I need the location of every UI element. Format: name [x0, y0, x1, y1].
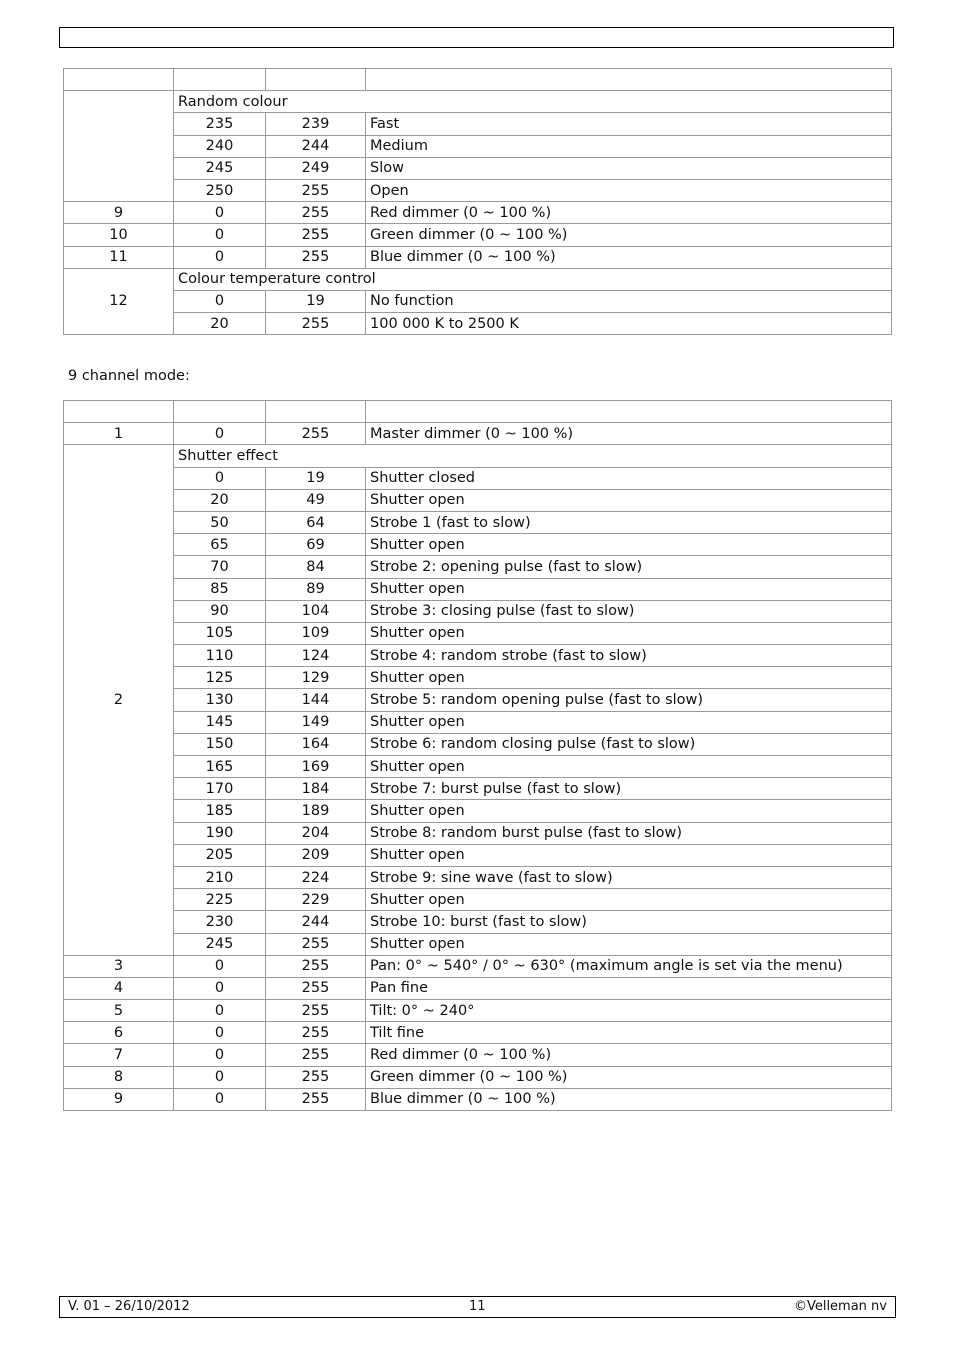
to-cell: 244	[266, 135, 366, 157]
desc-cell: No function	[366, 290, 892, 312]
from-cell: 150	[174, 733, 266, 755]
desc-cell: Shutter open	[366, 489, 892, 511]
to-cell: 255	[266, 202, 366, 224]
from-cell: 0	[174, 224, 266, 246]
header-cell	[266, 69, 366, 91]
to-cell: 189	[266, 800, 366, 822]
from-cell: 0	[174, 467, 266, 489]
from-cell: 210	[174, 866, 266, 888]
desc-cell: Strobe 10: burst (fast to slow)	[366, 911, 892, 933]
desc-cell: Shutter open	[366, 800, 892, 822]
table-row	[64, 844, 892, 866]
table-row	[64, 423, 892, 445]
table-row	[64, 556, 892, 578]
table-row	[64, 622, 892, 644]
from-cell: 105	[174, 622, 266, 644]
table-row	[64, 290, 892, 312]
header-cell	[64, 69, 174, 91]
table-row	[64, 977, 892, 999]
table-row	[64, 933, 892, 955]
desc-cell: Tilt fine	[366, 1022, 892, 1044]
header-cell	[64, 401, 174, 423]
table-row	[64, 246, 892, 268]
from-cell: 0	[174, 246, 266, 268]
to-cell: 19	[266, 290, 366, 312]
table-row	[64, 667, 892, 689]
from-cell: 0	[174, 1066, 266, 1088]
from-cell: 245	[174, 157, 266, 179]
header-cell	[266, 401, 366, 423]
table-row	[64, 113, 892, 135]
to-cell: 255	[266, 955, 366, 977]
desc-cell: Medium	[366, 135, 892, 157]
desc-cell: Blue dimmer (0 ~ 100 %)	[366, 1088, 892, 1110]
from-cell: 0	[174, 977, 266, 999]
table-row	[64, 1088, 892, 1110]
table-row	[64, 711, 892, 733]
desc-cell: Shutter open	[366, 622, 892, 644]
desc-cell: Shutter open	[366, 667, 892, 689]
channel-cell: 7	[64, 1044, 174, 1066]
from-cell: 130	[174, 689, 266, 711]
desc-cell: Shutter open	[366, 711, 892, 733]
desc-cell: Strobe 6: random closing pulse (fast to slow)	[366, 733, 892, 755]
desc-cell: Shutter open	[366, 844, 892, 866]
group-label: Shutter effect	[174, 445, 892, 467]
to-cell: 249	[266, 157, 366, 179]
to-cell: 19	[266, 467, 366, 489]
to-cell: 255	[266, 1066, 366, 1088]
to-cell: 255	[266, 313, 366, 335]
from-cell: 0	[174, 1044, 266, 1066]
table-row	[64, 822, 892, 844]
from-cell: 0	[174, 202, 266, 224]
from-cell: 0	[174, 290, 266, 312]
from-cell: 0	[174, 955, 266, 977]
desc-cell: Shutter open	[366, 578, 892, 600]
table-row	[64, 689, 892, 711]
desc-cell: Tilt: 0° ~ 240°	[366, 1000, 892, 1022]
desc-cell: Pan fine	[366, 977, 892, 999]
table-row	[64, 157, 892, 179]
desc-cell: Green dimmer (0 ~ 100 %)	[366, 1066, 892, 1088]
desc-cell: Strobe 2: opening pulse (fast to slow)	[366, 556, 892, 578]
table-row	[64, 778, 892, 800]
table-row	[64, 313, 892, 335]
to-cell: 255	[266, 977, 366, 999]
from-cell: 90	[174, 600, 266, 622]
to-cell: 84	[266, 556, 366, 578]
to-cell: 255	[266, 1000, 366, 1022]
to-cell: 255	[266, 179, 366, 201]
from-cell: 185	[174, 800, 266, 822]
desc-cell: Strobe 8: random burst pulse (fast to slow)	[366, 822, 892, 844]
table-row	[64, 179, 892, 201]
desc-cell: 100 000 K to 2500 K	[366, 313, 892, 335]
to-cell: 229	[266, 889, 366, 911]
table-row	[64, 911, 892, 933]
channel-cell: 1	[64, 423, 174, 445]
desc-cell: Strobe 7: burst pulse (fast to slow)	[366, 778, 892, 800]
header-cell	[174, 401, 266, 423]
channel-cell: 4	[64, 977, 174, 999]
desc-cell: Shutter closed	[366, 467, 892, 489]
to-cell: 204	[266, 822, 366, 844]
table-row	[64, 733, 892, 755]
to-cell: 255	[266, 933, 366, 955]
from-cell: 235	[174, 113, 266, 135]
table-header-row	[64, 69, 892, 91]
to-cell: 164	[266, 733, 366, 755]
table-row	[64, 135, 892, 157]
desc-cell: Shutter open	[366, 534, 892, 556]
from-cell: 230	[174, 911, 266, 933]
table-row	[64, 600, 892, 622]
dmx-table-continued	[63, 68, 892, 335]
from-cell: 20	[174, 489, 266, 511]
table-row	[64, 1044, 892, 1066]
channel-cell: 5	[64, 1000, 174, 1022]
from-cell: 110	[174, 645, 266, 667]
desc-cell: Green dimmer (0 ~ 100 %)	[366, 224, 892, 246]
table-row	[64, 534, 892, 556]
to-cell: 209	[266, 844, 366, 866]
table-row	[64, 224, 892, 246]
desc-cell: Strobe 9: sine wave (fast to slow)	[366, 866, 892, 888]
to-cell: 255	[266, 1022, 366, 1044]
copyright: ©Velleman nv	[793, 1299, 887, 1314]
from-cell: 125	[174, 667, 266, 689]
from-cell: 205	[174, 844, 266, 866]
table-row	[64, 467, 892, 489]
to-cell: 255	[266, 423, 366, 445]
desc-cell: Strobe 1 (fast to slow)	[366, 511, 892, 533]
from-cell: 20	[174, 313, 266, 335]
table-row	[64, 889, 892, 911]
to-cell: 255	[266, 1088, 366, 1110]
table-row	[64, 1066, 892, 1088]
table-row	[64, 91, 892, 113]
to-cell: 49	[266, 489, 366, 511]
table-row	[64, 645, 892, 667]
channel-cell: 11	[64, 246, 174, 268]
from-cell: 0	[174, 1088, 266, 1110]
desc-cell: Fast	[366, 113, 892, 135]
table-row	[64, 800, 892, 822]
to-cell: 144	[266, 689, 366, 711]
channel-cell: 10	[64, 224, 174, 246]
table-row	[64, 1000, 892, 1022]
desc-cell: Slow	[366, 157, 892, 179]
table-row	[64, 202, 892, 224]
from-cell: 240	[174, 135, 266, 157]
to-cell: 244	[266, 911, 366, 933]
to-cell: 109	[266, 622, 366, 644]
to-cell: 149	[266, 711, 366, 733]
from-cell: 170	[174, 778, 266, 800]
header-cell	[174, 69, 266, 91]
to-cell: 239	[266, 113, 366, 135]
desc-cell: Blue dimmer (0 ~ 100 %)	[366, 246, 892, 268]
desc-cell: Shutter open	[366, 889, 892, 911]
from-cell: 165	[174, 756, 266, 778]
to-cell: 104	[266, 600, 366, 622]
channel-cell: 2	[64, 445, 174, 955]
desc-cell: Red dimmer (0 ~ 100 %)	[366, 1044, 892, 1066]
desc-cell: Master dimmer (0 ~ 100 %)	[366, 423, 892, 445]
table-row	[64, 489, 892, 511]
channel-cell: 6	[64, 1022, 174, 1044]
from-cell: 0	[174, 1000, 266, 1022]
from-cell: 70	[174, 556, 266, 578]
version-date: V. 01 – 26/10/2012	[68, 1299, 190, 1314]
to-cell: 69	[266, 534, 366, 556]
channel-cell: 12	[64, 268, 174, 335]
to-cell: 255	[266, 1044, 366, 1066]
desc-cell: Strobe 3: closing pulse (fast to slow)	[366, 600, 892, 622]
table-row	[64, 866, 892, 888]
to-cell: 89	[266, 578, 366, 600]
desc-cell: Pan: 0° ~ 540° / 0° ~ 630° (maximum angle is set via the menu)	[366, 955, 892, 977]
channel-cell: 9	[64, 202, 174, 224]
table-row	[64, 578, 892, 600]
dmx-table-9-channel	[63, 400, 892, 1111]
group-label: Colour temperature control	[174, 268, 892, 290]
table-row	[64, 511, 892, 533]
channel-cell: 9	[64, 1088, 174, 1110]
header-cell	[366, 69, 892, 91]
channel-cell: 8	[64, 1066, 174, 1088]
to-cell: 184	[266, 778, 366, 800]
desc-cell: Open	[366, 179, 892, 201]
from-cell: 85	[174, 578, 266, 600]
mode-heading: 9 channel mode:	[68, 368, 190, 384]
table-header-row	[64, 401, 892, 423]
from-cell: 190	[174, 822, 266, 844]
desc-cell: Shutter open	[366, 756, 892, 778]
from-cell: 250	[174, 179, 266, 201]
to-cell: 255	[266, 246, 366, 268]
desc-cell: Strobe 4: random strobe (fast to slow)	[366, 645, 892, 667]
to-cell: 224	[266, 866, 366, 888]
from-cell: 65	[174, 534, 266, 556]
from-cell: 245	[174, 933, 266, 955]
to-cell: 129	[266, 667, 366, 689]
to-cell: 255	[266, 224, 366, 246]
page-number: 11	[469, 1299, 486, 1314]
table-row	[64, 1022, 892, 1044]
group-label: Random colour	[174, 91, 892, 113]
to-cell: 169	[266, 756, 366, 778]
desc-cell: Red dimmer (0 ~ 100 %)	[366, 202, 892, 224]
table-row	[64, 445, 892, 467]
from-cell: 145	[174, 711, 266, 733]
from-cell: 50	[174, 511, 266, 533]
channel-cell-empty	[64, 91, 174, 202]
desc-cell: Strobe 5: random opening pulse (fast to slow)	[366, 689, 892, 711]
from-cell: 225	[174, 889, 266, 911]
to-cell: 124	[266, 645, 366, 667]
table-row	[64, 268, 892, 290]
page-header-box	[59, 27, 894, 48]
from-cell: 0	[174, 1022, 266, 1044]
to-cell: 64	[266, 511, 366, 533]
desc-cell: Shutter open	[366, 933, 892, 955]
from-cell: 0	[174, 423, 266, 445]
page-footer	[59, 1296, 896, 1318]
table-row	[64, 756, 892, 778]
channel-cell: 3	[64, 955, 174, 977]
table-row	[64, 955, 892, 977]
header-cell	[366, 401, 892, 423]
